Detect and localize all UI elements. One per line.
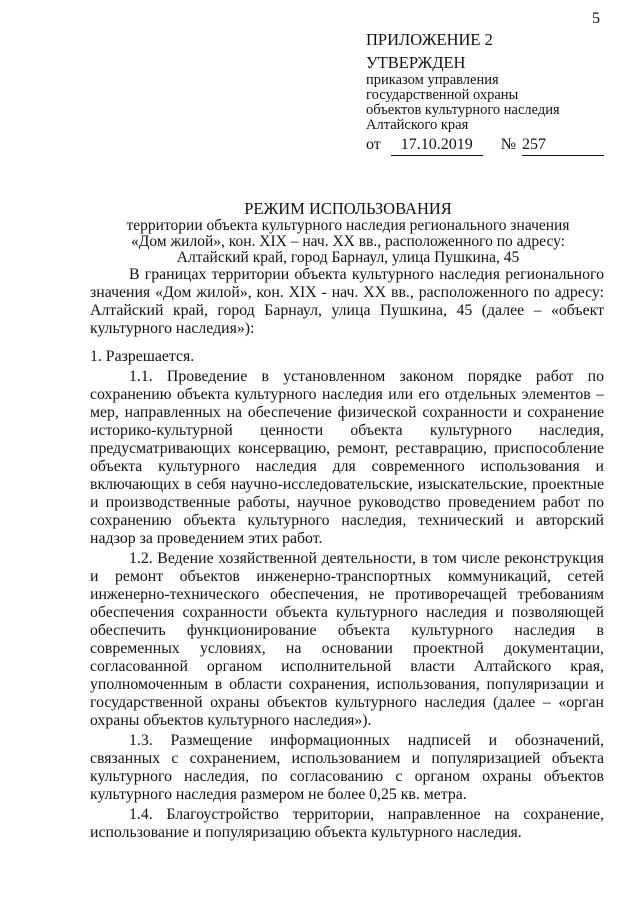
clause-1-3: 1.3. Размещение информационных надписей и обозначений, связанных с сохранением, использованием и популяризацией объекта культурного наследия, по согласованию с органом охраны объектов культурного наследия размером не более 0,25 кв. метра. — [90, 732, 604, 803]
approval-stamp — [366, 30, 628, 156]
page-number: 5 — [592, 10, 600, 27]
approved-label: УТВЕРЖДЕН — [366, 53, 466, 72]
order-number: 257 — [522, 135, 604, 156]
order-line: объектов культурного наследия — [366, 102, 560, 118]
order-date: 17.10.2019 — [391, 135, 483, 156]
intro-paragraph: В границах территории объекта культурного наследия регионального значения «Дом жилой», кон. XIX - нач. XX вв., расположенного по адресу: Алтайский край, город Барнаул, улица Пушкина, 45 (далее – «объект культурного наследия»): — [90, 266, 604, 337]
order-line: Алтайского края — [366, 117, 469, 133]
section-heading: 1. Разрешается. — [90, 348, 195, 365]
document-body — [90, 266, 604, 842]
order-line: приказом управления — [366, 72, 499, 88]
subtitle-line: «Дом жилой», кон. XIX – нач. XX вв., расположенного по адресу: — [131, 233, 565, 250]
clause-1-4: 1.4. Благоустройство территории, направленное на сохранение, использование и популяризацию объекта культурного наследия. — [90, 806, 604, 841]
number-sign: № — [500, 136, 517, 153]
date-prefix: от — [366, 136, 381, 153]
appendix-label: ПРИЛОЖЕНИЕ 2 — [366, 30, 493, 49]
subtitle-line: Алтайский край, город Барнаул, улица Пушкина, 45 — [176, 249, 520, 266]
document-title: РЕЖИМ ИСПОЛЬЗОВАНИЯ — [244, 199, 452, 218]
clause-1-1: 1.1. Проведение в установленном законом порядке работ по сохранению объекта культурного наследия или его отдельных элементов – мер, направленных на обеспечение физической сохранности и сохранение историко-культурной ценности объекта культурного наследия, предусматривающих консервацию, ремонт, реставрацию, приспособление объекта культурного наследия для современного использования и включающих в себя научно-исследовательские, изыскательские, проектные и производственные работы, научное руководство проведением работ по сохранению объекта культурного наследия, технический и авторский надзор за проведением этих работ. — [90, 368, 604, 547]
order-date-row — [366, 135, 628, 156]
clause-1-2: 1.2. Ведение хозяйственной деятельности, в том числе реконструкция и ремонт объектов инженерно-транспортных коммуникаций, сетей инженерно-технического обеспечения, не противоречащей требованиям обеспечения сохранности объекта культурного наследия и позволяющей обеспечить функционирование объекта культурного наследия в современных условиях, на основании проектной документации, согласованной органом исполнительной власти Алтайского края, уполномоченным в области сохранения, использования, популяризации и государственной охраны объектов культурного наследия (далее – «орган охраны объектов культурного наследия»). — [90, 550, 604, 729]
order-line: государственной охраны — [366, 87, 519, 103]
title-block — [96, 200, 600, 266]
subtitle-line: территории объекта культурного наследия регионального значения — [126, 217, 570, 234]
